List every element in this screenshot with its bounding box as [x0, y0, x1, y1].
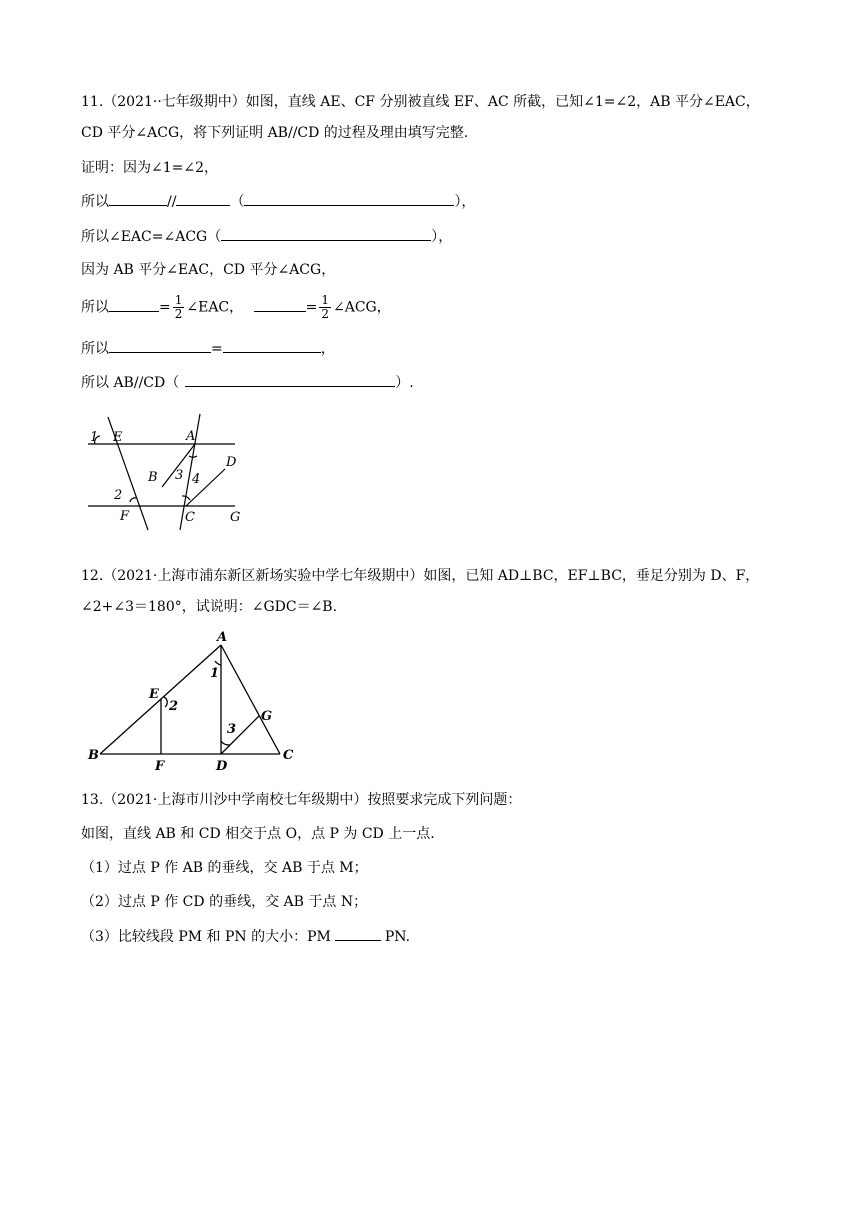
step-text: 所以 AB//CD（ [81, 375, 180, 391]
label-E: E [113, 430, 123, 445]
label-2: 2 [114, 488, 123, 503]
paren-close: ）， [431, 229, 453, 245]
q11-figure [80, 412, 250, 534]
label-C: C [185, 510, 195, 525]
label-A: A [186, 429, 196, 444]
angle-eac: ∠EAC， [186, 299, 244, 316]
equals-sign: = [305, 299, 318, 316]
q11-step-halves [81, 294, 391, 321]
label-D: D [216, 759, 228, 773]
label-1: 1 [210, 666, 220, 681]
label-2: 2 [169, 699, 179, 714]
label-B: B [148, 470, 158, 485]
reason-blank[interactable] [244, 191, 454, 206]
step3-suffix: PN. [384, 929, 411, 945]
label-F: F [120, 509, 130, 524]
answer-blank[interactable] [109, 191, 167, 206]
fraction-denominator: 2 [174, 307, 183, 321]
label-A: A [217, 630, 228, 645]
q11-line1: 11.（2021··七年级期中）如图，直线 AE、CF 分别被直线 EF、AC 所截，已知∠1=∠2，AB 平分∠EAC， [81, 94, 760, 110]
fraction-half [173, 294, 185, 321]
answer-blank[interactable] [176, 191, 230, 206]
answer-blank[interactable] [109, 338, 211, 353]
q13-step3 [81, 926, 410, 947]
q12-line1: 12.（2021·上海市浦东新区新场实验中学七年级期中）如图，已知 AD⊥BC，EF⊥BC，垂足分别为 D、F， [81, 568, 760, 584]
fraction-half [319, 294, 331, 321]
label-C: C [283, 748, 294, 763]
comma: ， [320, 341, 335, 357]
q11-step-parallel [81, 191, 475, 212]
angle-2-arc [164, 697, 167, 707]
angle-acg: ∠ACG， [332, 299, 391, 316]
step-prefix: 所以 [81, 299, 109, 316]
label-G: G [230, 510, 241, 525]
segment-ac [221, 645, 280, 754]
q13-line1: 13.（2021·上海市川沙中学南校七年级期中）按照要求完成下列问题： [81, 792, 522, 808]
step-text: 所以∠EAC=∠ACG（ [81, 229, 222, 245]
angle-1-arc [215, 661, 221, 665]
paren-close: ）， [454, 194, 476, 210]
answer-blank[interactable] [335, 926, 381, 941]
equals-sign: = [211, 341, 223, 357]
angle-3-arc [221, 741, 230, 745]
fraction-numerator: 1 [174, 293, 183, 307]
q11-line2: CD 平分∠ACG，将下列证明 AB//CD 的过程及理由填写完整. [81, 125, 469, 141]
label-1: 1 [90, 430, 99, 445]
paren-close: ）. [395, 375, 414, 391]
paren-open: （ [230, 194, 245, 210]
reason-blank[interactable] [221, 226, 431, 241]
label-4: 4 [192, 472, 201, 487]
label-B: B [88, 748, 99, 763]
q13-step2: （2）过点 P 作 CD 的垂线，交 AB 于点 N； [81, 894, 368, 910]
label-3: 3 [227, 722, 237, 737]
q11-step-equal-halves [81, 338, 335, 359]
q11-step-angles-equal [81, 226, 452, 247]
q12-line2: ∠2+∠3＝180°，试说明：∠GDC＝∠B. [81, 599, 338, 615]
label-G: G [261, 709, 273, 724]
step3-prefix: （3）比较线段 PM 和 PN 的大小：PM [81, 929, 331, 945]
q13-step1: （1）过点 P 作 AB 的垂线，交 AB 于点 M； [81, 860, 368, 876]
label-D: D [226, 455, 237, 470]
q11-because: 因为 AB 平分∠EAC，CD 平分∠ACG， [81, 262, 336, 278]
q11-proof-start: 证明：因为∠1=∠2， [81, 160, 219, 176]
label-E: E [149, 687, 159, 702]
answer-blank[interactable] [223, 338, 321, 353]
fraction-denominator: 2 [321, 307, 329, 321]
q11-conclusion [81, 372, 414, 393]
answer-blank[interactable] [109, 297, 159, 312]
reason-blank[interactable] [185, 372, 395, 387]
q13-line2: 如图，直线 AB 和 CD 相交于点 O，点 P 为 CD 上一点. [81, 826, 435, 842]
angle-2-arc [130, 498, 136, 502]
step-prefix: 所以 [81, 194, 109, 210]
equals-sign: = [159, 299, 171, 316]
answer-blank[interactable] [254, 297, 306, 312]
label-3: 3 [175, 468, 184, 483]
fraction-numerator: 1 [321, 293, 329, 307]
step-prefix: 所以 [81, 341, 109, 357]
label-F: F [155, 759, 165, 773]
parallel-sign: // [167, 194, 177, 210]
q12-figure [85, 627, 305, 773]
